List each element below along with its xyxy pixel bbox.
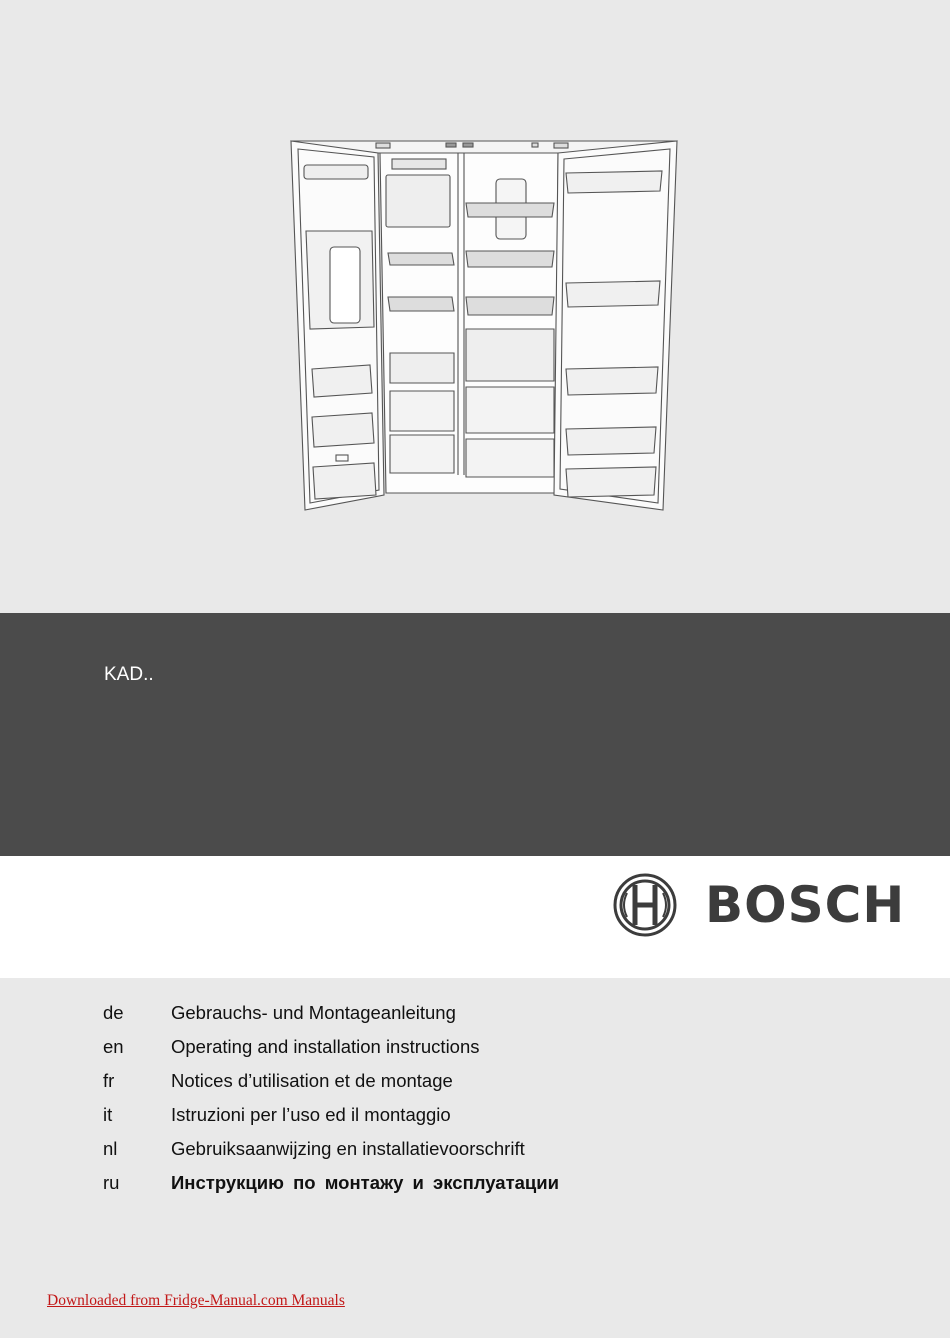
language-code: de [103,1002,124,1023]
language-title: Operating and installation instructions [171,1036,480,1057]
language-title: Инструкцию по монтажу и эксплуатации [171,1172,560,1193]
language-title: Istruzioni per l’uso ed il montaggio [171,1104,451,1125]
brand-name: BOSCH [705,876,906,934]
title-band [0,613,950,856]
language-code: it [103,1104,113,1125]
fridge-illustration [286,135,682,515]
model-name: KAD.. [104,664,154,685]
language-title: Gebruiksaanwijzing en installatievoorschrift [171,1138,525,1159]
language-title: Gebrauchs- und Montageanleitung [171,1002,456,1023]
language-title: Notices d’utilisation et de montage [171,1070,453,1091]
download-source-link[interactable]: Downloaded from Fridge-Manual.com Manuals [47,1292,345,1309]
brand-logo [613,872,905,938]
language-code: en [103,1036,124,1057]
language-code: ru [103,1172,120,1193]
language-code: fr [103,1070,115,1091]
bosch-armature-icon [613,873,677,937]
illustration-area [0,0,950,613]
language-code: nl [103,1138,118,1159]
